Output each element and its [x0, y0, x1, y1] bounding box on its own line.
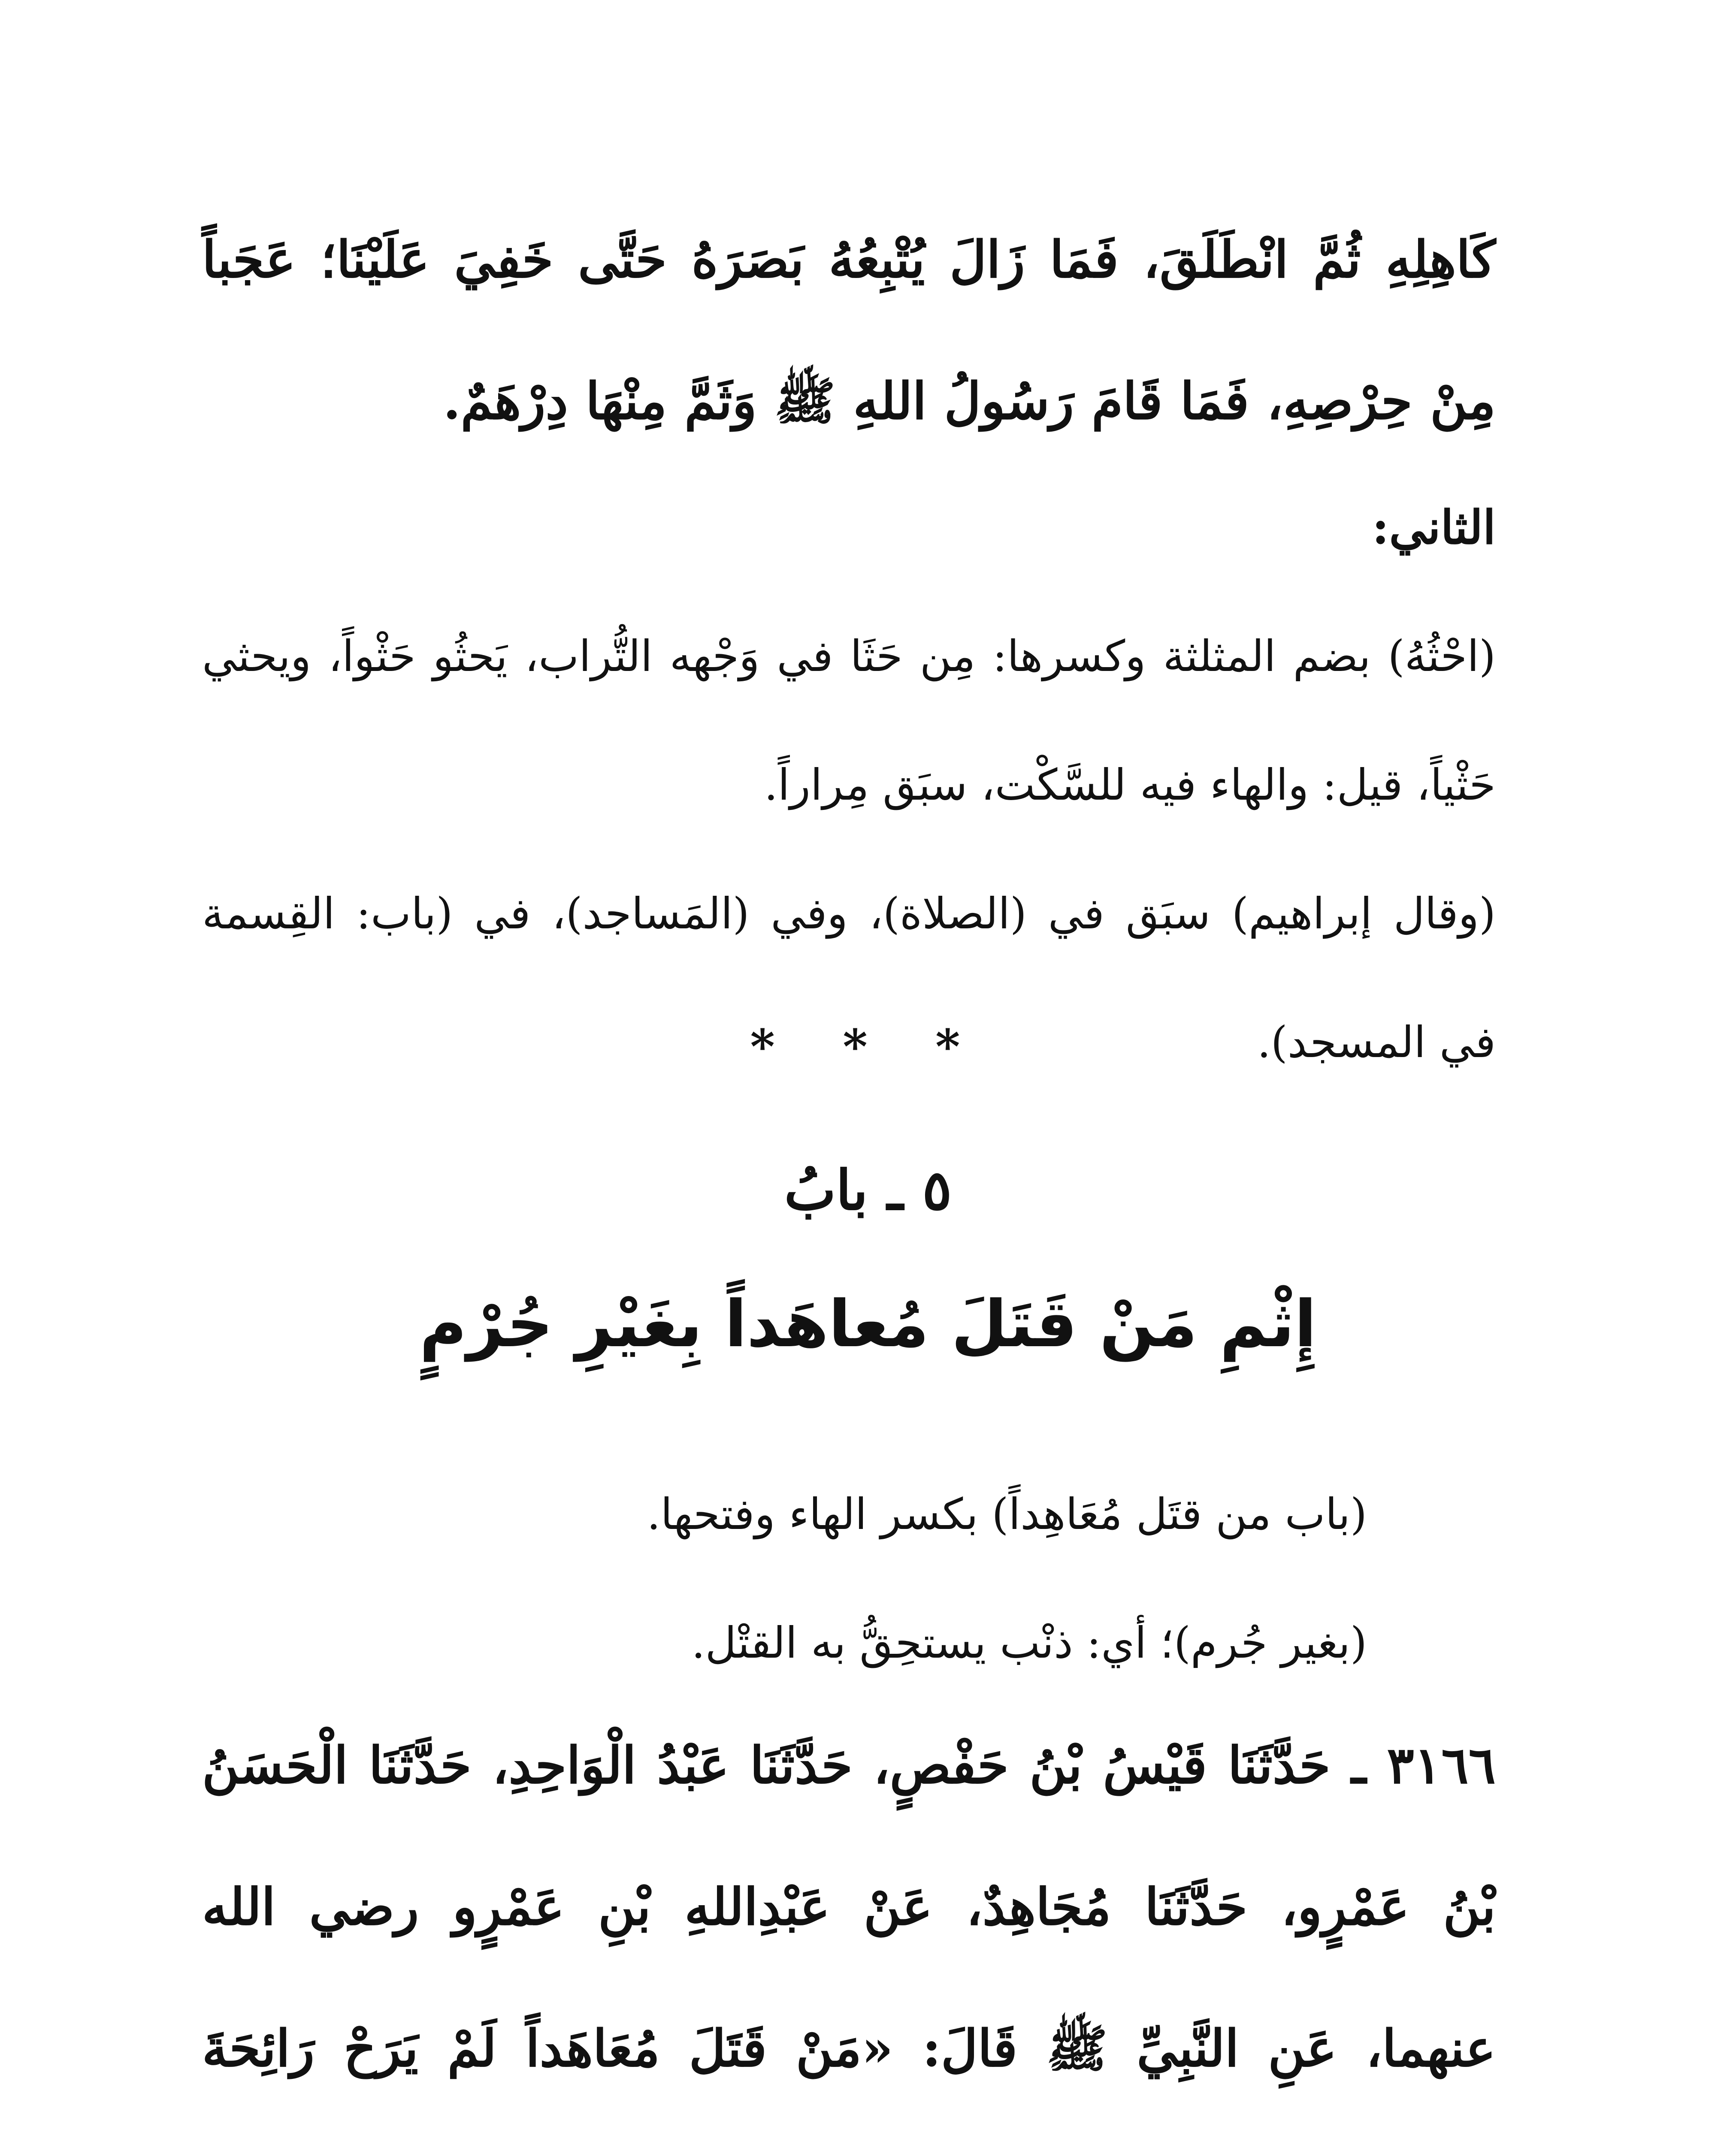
hadith-3166 [202, 1695, 1496, 2145]
commentary-paragraph: (وقال إبراهيم) سبَق في (الصلاة)، وفي (المَساجد)، في (باب: القِسمة في المسجد). [202, 888, 1496, 1067]
commentary-heading: الثاني: [1372, 501, 1496, 555]
chapter-title: إِثْمِ مَنْ قَتَلَ مُعاهَداً بِغَيْرِ جُرْمٍ [419, 1287, 1317, 1362]
chapter-number: ٥ ـ بابُ [784, 1158, 952, 1223]
chapter-explanation-line: (باب من قتَل مُعَاهِداً) بكسر الهاء وفتحها. [647, 1489, 1367, 1539]
chapter-explanation [202, 1450, 1496, 1707]
section-separator: * * * [750, 1019, 986, 1074]
chapter-explanation-line: (بغير جُرم)؛ أي: ذنْب يستحِقُّ به القتْل. [691, 1618, 1367, 1668]
hadith-text: ٣١٦٦ ـ حَدَّثَنَا قَيْسُ بْنُ حَفْصٍ، حَدَّثَنَا عَبْدُ الْوَاحِدِ، حَدَّثَنَا الْحَسَنُ بْنُ عَمْرٍو، حَدَّثَنَا مُجَاهِدٌ، عَنْ عَبْدِاللهِ بْنِ عَمْرٍو رضي الله عنهما، عَنِ النَّبِيِّ ﷺ قَالَ: «مَنْ قَتَلَ مُعَاهَداً لَمْ يَرَحْ رَائِحَةَ [202, 1735, 1496, 2078]
commentary-paragraph: (احْثُهُ) بضم المثلثة وكسرها: مِن حَثَا في وَجْهه التُّراب، يَحثُو حَثْواً، ويحثي حَثْياً، قيل: والهاء فيه للسَّكْت، سبَق مِراراً. [202, 631, 1496, 810]
commentary-section [202, 463, 1496, 1107]
hadith-continuation [202, 189, 1496, 472]
hadith-continuation-text: كَاهِلِهِ ثُمَّ انْطَلَقَ، فَمَا زَالَ يُتْبِعُهُ بَصَرَهُ حَتَّى خَفِيَ عَلَيْنَا؛ عَجَباً مِنْ حِرْصِهِ، فَمَا قَامَ رَسُولُ اللهِ ﷺ وَثَمَّ مِنْهَا دِرْهَمٌ. [202, 230, 1496, 431]
